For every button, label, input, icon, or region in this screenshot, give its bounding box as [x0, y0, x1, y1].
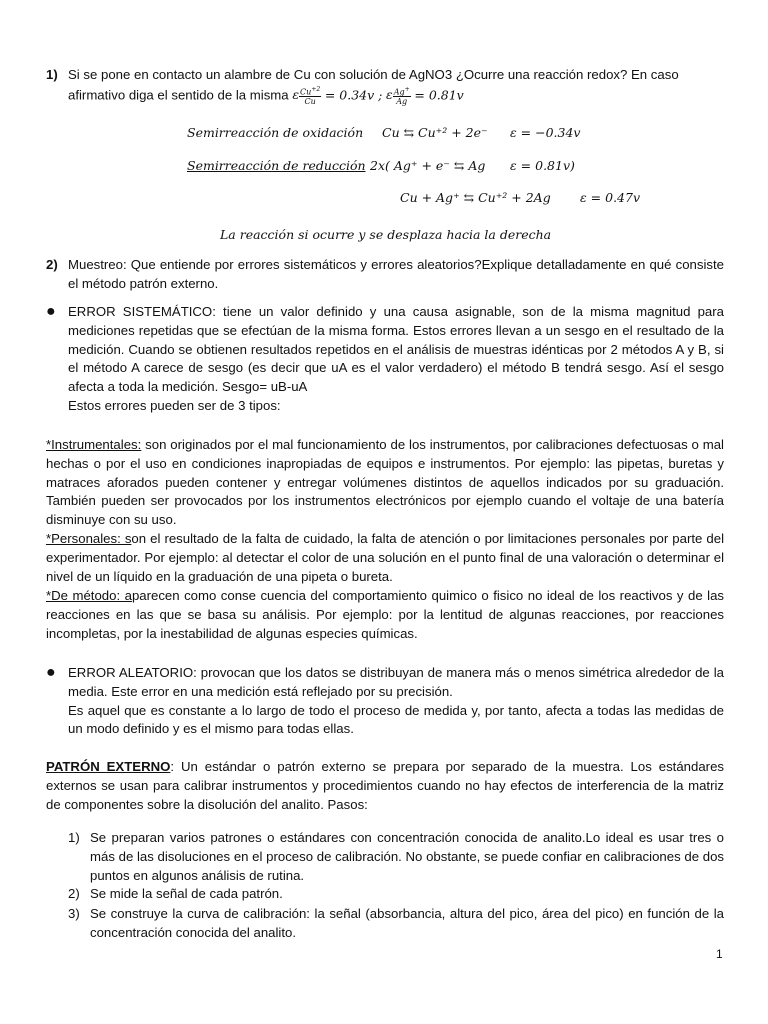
step-text: Se construye la curva de calibración: la señal (absorbancia, altura del pico, área del pico) en función de la concentración conocida del analito. [90, 906, 724, 940]
epsilon-cu: ε $\frac{Cu^{+2}}{Cu}$ [292, 85, 321, 107]
instrumental-errors [46, 436, 724, 530]
question-1-line-b: afirmativo diga el sentido de la misma [68, 87, 289, 103]
total-potential: ε = 0.47v [580, 190, 641, 205]
conclusion: La reacción si ocurre y se desplaza hacia la derecha [220, 227, 552, 242]
bullet-icon: ● [46, 664, 56, 681]
random-error-paragraph [68, 664, 724, 739]
step-text: Se mide la señal de cada patrón. [90, 886, 283, 901]
reduction-equation: 2x( Ag⁺ + e⁻ ⇆ Ag [370, 158, 486, 173]
systematic-error-types: Estos errores pueden ser de 3 tipos: [68, 397, 281, 413]
question-1-line-a: Si se pone en contacto un alambre de Cu con solución de AgNO3 ¿Ocurre una reacción redox? En caso [68, 67, 679, 82]
epsilon-ag: ε $\frac{Ag^+}{Ag}$ [386, 85, 410, 107]
random-error-text-2: Es aquel que es constante a lo largo de todo el proceso de medida y, por tanto, afecta a todas las medidas de un modo definido y es el mismo para todas ellas. [68, 702, 724, 737]
reduction-potential: ε = 0.81v) [510, 158, 575, 173]
question-2 [46, 256, 724, 296]
method-label: *De método: a [46, 588, 132, 603]
instrumental-text: son originados por el mal funcionamiento de los instrumentos, por calibraciones defectuosas o mal hechas o por el uso en condiciones inapropiadas de equipos e instrumentos. Por ejemplo: las pipetas, buretas y matraces aforados pueden contener y entregar volúmenes distintos de aquellos indicados por su graduación. También pueden ser provocados por los instrumentos electrónicos por ejemplo cuando el voltaje de una batería disminuye con su uso. [46, 437, 724, 528]
systematic-error-text: ERROR SISTEMÁTICO: tiene un valor definido y una causa asignable, son de la misma magnitud para mediciones repetidas que se efectúan de la misma forma. Estos errores llevan a un sesgo en el resultado de la medición. Cuando se obtienen resultados repetidos en el análisis de muestras idénticas por 2 métodos A y B, si el método A carece de sesgo (es decir que uA es el valor verdadero) el método B tendrá sesgo. Así el sesgo afecta a toda la medición. Sesgo= uB-uA [68, 304, 724, 395]
oxidation-equation: Cu ⇆ Cu⁺² + 2e⁻ [382, 125, 488, 140]
question-1-text [68, 66, 724, 106]
epsilon-cu-value: = 0.34v ; [324, 87, 383, 103]
personal-text: on el resultado de la falta de cuidado, la falta de atención o por limitaciones personales por parte del experimentador. Por ejemplo: al detectar el color de una solución en el punto final de una valoración o determinar el nivel de un líquido en la graduación de una pipeta o bureta. [46, 531, 725, 584]
question-1-number: 1) [46, 67, 58, 82]
bullet-icon: ● [46, 303, 56, 320]
external-standard-paragraph [46, 758, 724, 814]
instrumental-label: *Instrumentales: [46, 437, 142, 452]
total-equation: Cu + Ag⁺ ⇆ Cu⁺² + 2Ag [400, 190, 551, 205]
step-number: 1) [68, 830, 80, 845]
reduction-label: Semirreacción de reducción [187, 158, 366, 173]
page-number: 1 [716, 947, 723, 961]
method-errors [46, 587, 724, 643]
external-standard-label: PATRÓN EXTERNO [46, 759, 171, 774]
step-number: 2) [68, 886, 80, 901]
oxidation-label: Semirreacción de oxidación [187, 125, 364, 140]
personal-label: *Personales: s [46, 531, 132, 546]
method-text: parecen como conse cuencia del comportamiento quimico o fisico no ideal de los reactivos y de las reacciones en las que se basa su análisis. Por ejemplo: por la lentitud de algunas reacciones, por reacciones incompletas, por la inestabilidad de algunas especies químicas. [46, 588, 725, 641]
step-number: 3) [68, 906, 80, 921]
random-error-text: ERROR ALEATORIO: provocan que los datos se distribuyan de manera más o menos simétrica alrededor de la media. Este error en una medición está reflejado por su precisión. [68, 665, 724, 699]
question-2-text: Muestreo: Que entiende por errores sistemáticos y errores aleatorios?Explique detalladamente en qué consiste el método patrón externo. [68, 257, 724, 291]
oxidation-potential: ε = −0.34v [510, 125, 581, 140]
question-2-number: 2) [46, 257, 58, 272]
question-1 [46, 66, 724, 106]
epsilon-ag-value: = 0.81v [414, 87, 464, 103]
personal-errors [46, 530, 724, 586]
systematic-error-paragraph [68, 303, 724, 416]
step-text: Se preparan varios patrones o estándares con concentración conocida de analito.Lo ideal es usar tres o más de las disoluciones en el proceso de calibración. No obstante, se puede confiar en calibraciones de dos puntos en algunos análisis de rutina. [90, 830, 724, 883]
external-standard-text: : Un estándar o patrón externo se prepara por separado de la muestra. Los estándares externos se usan para calibrar instrumentos y procedimientos cuando no hay efectos de interferencia de la matriz de componentes sobre la disolución del analito. Pasos: [46, 759, 724, 812]
